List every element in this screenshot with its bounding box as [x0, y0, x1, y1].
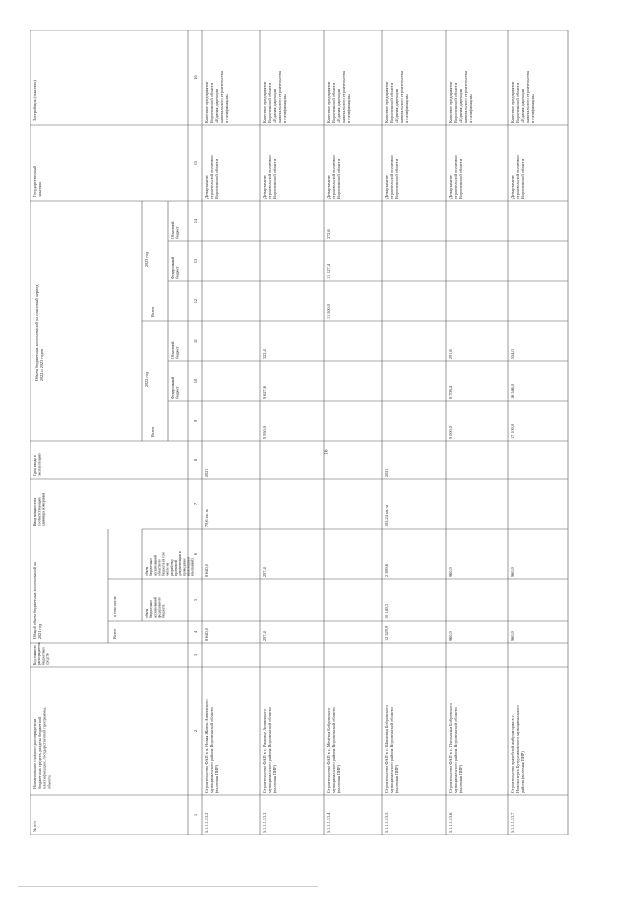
header-year-2023: 2023 год [144, 251, 149, 267]
cell-dev: Казенное предприятиеВоронежской области«Единая дирекциякапитального строительстваи газификации» [448, 71, 473, 123]
cell-dev: Казенное предприятиеВоронежской области«Единая дирекциякапитального строительстваи газификации» [262, 71, 287, 123]
cell-gp: Департаментстроительной политикиВоронежской области [510, 155, 525, 199]
column-header-total: Всего [112, 628, 117, 639]
cell-gp: Департаментстроительной политикиВоронежской области [384, 155, 399, 199]
cell-gp: Департаментстроительной политикиВоронежской области [204, 155, 219, 199]
cell-num: 5.1.1.1.13.3 [262, 812, 267, 833]
cell-reg: 297,4 [262, 567, 267, 577]
cell-num: 5.1.1.1.13.2 [204, 812, 209, 833]
cell-reg: 8 640,0 [204, 564, 209, 577]
cell-total: 8 640,0 [204, 628, 209, 641]
cell-dev: Казенное предприятиеВоронежской области«Единая дирекциякапитального строительстваи газификации» [510, 71, 535, 123]
cell-gp: Департаментстроительной политикиВоронежской области [448, 155, 463, 199]
column-number: 3 [193, 653, 198, 657]
page-number: 16 [324, 449, 330, 455]
column-header-gp: Государственныйзаказчик [32, 165, 42, 197]
cell-term: 2021 [384, 468, 389, 477]
column-number: 6 [193, 552, 198, 556]
column-number: 16 [193, 75, 198, 80]
column-header-code: Код главногораспорядителябюджетныхсредств [33, 642, 50, 665]
cell-name: Строительство ФАП в с. Мечётка Бобровскогомуниципального района Воронежской области(включая ПИР) [326, 707, 341, 793]
column-header-reg: объембюджетныхассигнованийобластногобюджета (в томчисле наразработкупроектнойдокументации ипроведениеинженерныхизысканий) [145, 551, 195, 576]
column-number: 12 [193, 298, 198, 304]
cell-fed: 10 140,3 [384, 603, 389, 619]
column-header-name: Наименование главного распорядителябюджетных средств, раздела бюджетнойклассификации, государственной программы,объекта [32, 707, 52, 789]
column-header-y22-reg: Областнойбюджет [171, 341, 180, 359]
column-header-term: Срок ввода вэксплуатацию [33, 453, 42, 476]
cell-num: 5.1.1.1.13.4 [326, 812, 331, 833]
cell-gp: Департаментстроительной политикиВоронежской области [262, 155, 277, 199]
cell-dev: Казенное предприятиеВоронежской области«Единая дирекциякапитального строительстваи газификации» [326, 71, 351, 123]
column-header-y23-reg: Областнойбюджет [171, 221, 180, 239]
cell-y23_total: 11 500,0 [326, 304, 331, 319]
cell-y22_fed: 9 627,6 [262, 386, 267, 399]
cell-dev: Казенное предприятиеВоронежской области«Единая дирекциякапитального строительстваи газификации» [384, 71, 409, 123]
cell-name: Строительство ФАП в с. Шишовка Бобровскогомуниципального района Воронежской области(включая ПИР) [384, 705, 399, 793]
cell-capacity: 105,24 кв. м [384, 505, 389, 527]
cell-y22_fed: 16 546,0 [510, 383, 515, 399]
column-number: 13 [193, 258, 198, 264]
cell-total: 12 529,9 [384, 625, 389, 641]
cell-y22_reg: 322,4 [262, 349, 267, 359]
column-header-dev: Застройщик (заказчик) [32, 80, 37, 121]
column-number: 7 [193, 502, 198, 506]
column-header-capacity: Ввод мощности всоответствующихединицах измерения [33, 492, 46, 526]
column-header-fed: объембюджетныхассигнованийфедеральногобюджета [145, 596, 166, 618]
column-number: 10 [193, 378, 198, 384]
cell-num: 5.1.1.1.13.5 [384, 812, 389, 833]
cell-total: 960,9 [510, 631, 515, 641]
column-number: 2 [193, 729, 198, 733]
column-number: 1 [193, 813, 198, 817]
column-number: 8 [193, 458, 198, 462]
cell-y22_total: 9 950,0 [262, 426, 267, 439]
cell-gp: Департаментстроительной политикиВоронежской области [326, 155, 341, 199]
header-budget-2021: Общий объем бюджетных ассигнований на2021 год [32, 561, 42, 639]
cell-name: Строительство врачебной амбулатории в с.Новохоперск Бутурлиновского муниципальногорайона (включая ПИР) [510, 705, 525, 793]
column-number: 5 [193, 598, 198, 602]
cell-y23_fed: 11 127,4 [326, 264, 331, 279]
table-grid [30, 30, 615, 835]
cell-total: 960,9 [448, 631, 453, 641]
cell-name: Строительство ФАП в с. Пчельники Бобровскогомуниципального района Воронежской области(включая ПИР) [448, 703, 463, 793]
cell-dev: Казенное предприятиеВоронежской области«Единая дирекциякапитального строительстваи газификации» [204, 71, 229, 123]
budget-table [30, 30, 615, 835]
column-number: 9 [193, 419, 198, 423]
column-number: 15 [193, 160, 198, 166]
column-header-num: № п/п [32, 821, 37, 832]
column-number: 14 [193, 218, 198, 224]
cell-total: 297,4 [262, 631, 267, 641]
cell-num: 5.1.1.1.13.6 [448, 812, 453, 833]
cell-capacity: 79,6 кв. м [204, 509, 209, 527]
cell-reg: 960,9 [510, 567, 515, 577]
cell-y22_total: 9 000,0 [448, 426, 453, 439]
cell-term: 2021 [204, 468, 209, 477]
cell-name: Строительство ФАП в с. Рамонье Аннинскогомуниципального района Воронежской области(включая ПИР) [262, 707, 277, 793]
column-header-y23-fed: Федеральныйбюджет [171, 256, 180, 279]
column-header-y22-total: Всего [150, 426, 155, 437]
cell-reg: 2 389,6 [384, 564, 389, 577]
column-number: 4 [193, 630, 198, 634]
column-header-y23-total: Всего [150, 306, 155, 317]
cell-y23_reg: 372,6 [326, 229, 331, 239]
cell-name: Строительство ФАП в п. Новая Жизнь Аннинскогомуниципального района Воронежской области(включая ПИР) [204, 699, 219, 793]
cell-y22_fed: 8 708,4 [448, 386, 453, 399]
header-planning: Объем бюджетных ассигнований на плановый период2022 и 2023 годов [34, 284, 44, 381]
scan-edge-line [18, 886, 318, 887]
column-number: 11 [193, 338, 198, 344]
header-in-that: в том числе [112, 596, 117, 617]
column-header-y22-fed: Федеральныйбюджет [171, 376, 180, 399]
cell-y22_reg: 554,0 [510, 349, 515, 359]
header-year-2022: 2022 год [144, 371, 149, 387]
cell-y22_reg: 291,6 [448, 349, 453, 359]
cell-num: 5.1.1.1.13.7 [510, 812, 515, 833]
cell-reg: 960,9 [448, 567, 453, 577]
cell-y22_total: 17 100,0 [510, 423, 515, 439]
